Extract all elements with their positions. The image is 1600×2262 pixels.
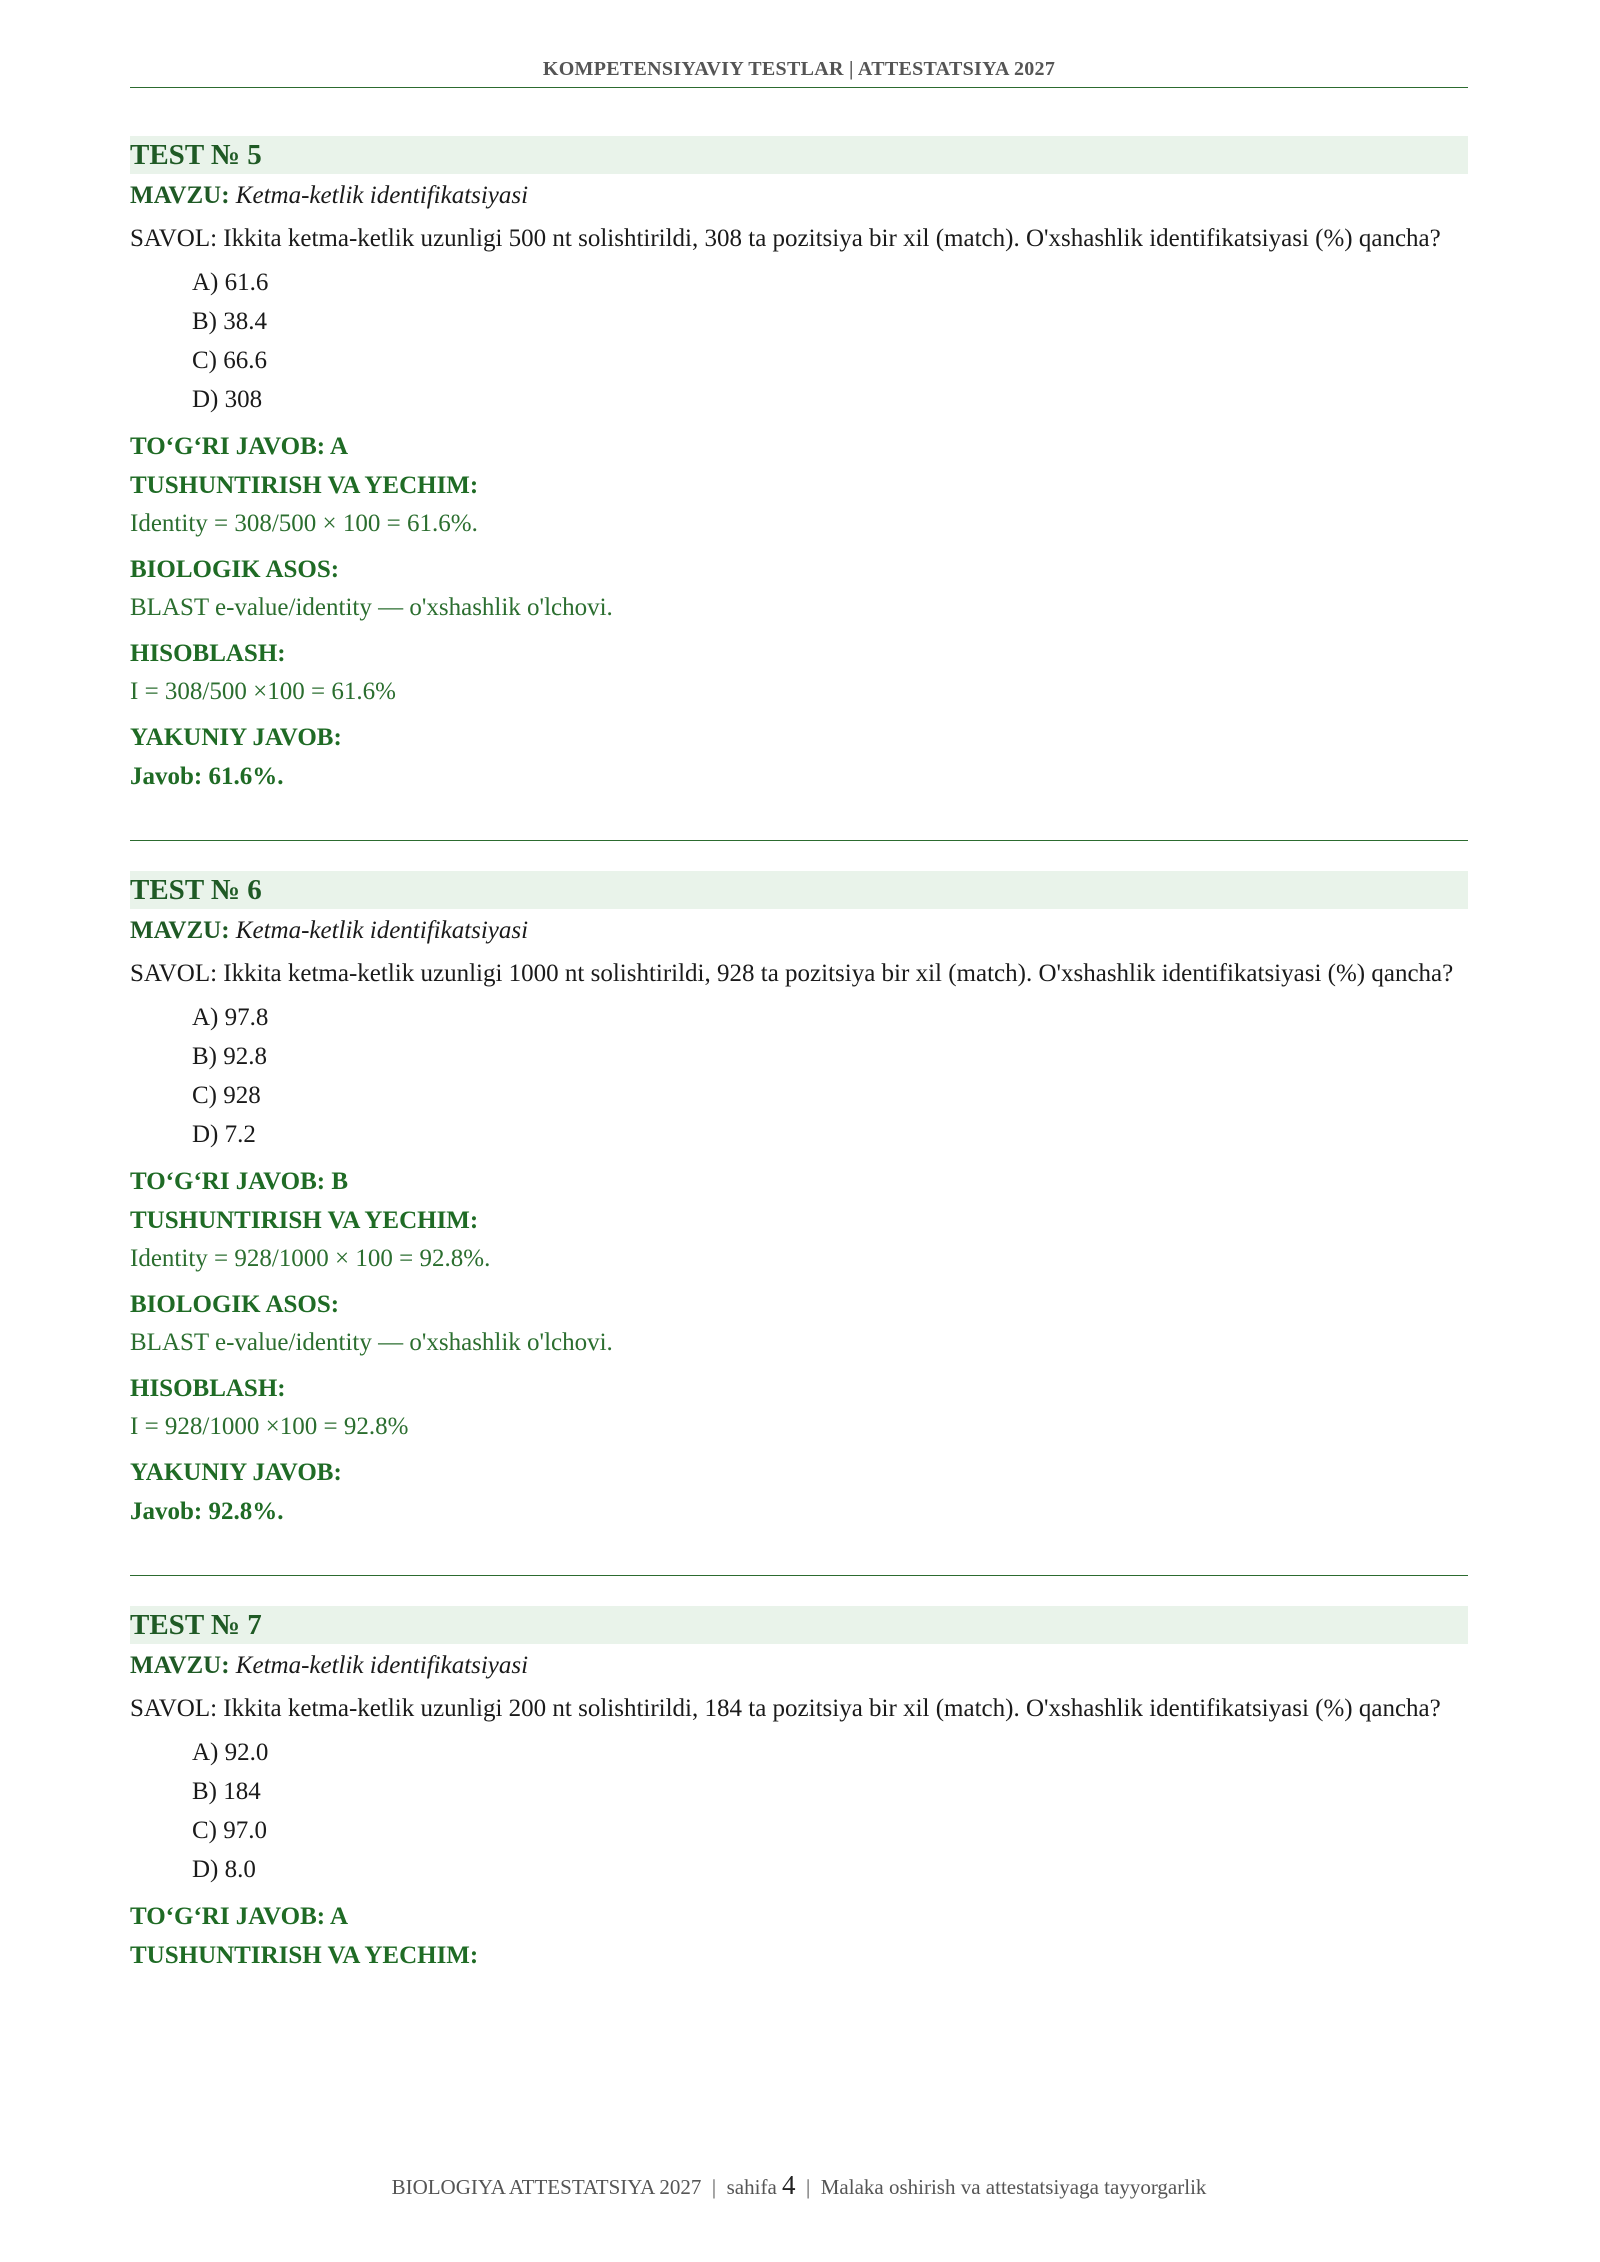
explanation-text: Identity = 308/500 × 100 = 61.6%. <box>130 510 478 537</box>
topic <box>130 182 1468 210</box>
option-d: D) 8.0 <box>192 1856 256 1883</box>
option-b: B) 184 <box>192 1778 261 1805</box>
topic-label: MAVZU: <box>130 917 230 944</box>
question-text: SAVOL: Ikkita ketma-ketlik uzunligi 200 nt solishtirildi, 184 ta pozitsiya bir xil (match). O'xshashlik identifikatsiyasi (%) qancha? <box>130 1695 1441 1722</box>
test-5 <box>130 136 1468 796</box>
option-a: A) 97.8 <box>192 1004 269 1031</box>
explanation-label: TUSHUNTIRISH VA YECHIM: <box>130 1207 479 1234</box>
question-text: SAVOL: Ikkita ketma-ketlik uzunligi 500 nt solishtirildi, 308 ta pozitsiya bir xil (match). O'xshashlik identifikatsiyasi (%) qancha? <box>130 225 1441 252</box>
footer-right: Malaka oshirish va attestatsiyaga tayyorgarlik <box>820 2175 1207 2199</box>
topic <box>130 917 1468 945</box>
footer-left: BIOLOGIYA ATTESTATSIYA 2027 <box>391 2175 702 2199</box>
final-answer: Javob: 61.6%. <box>130 763 284 790</box>
explanation-text: Identity = 928/1000 × 100 = 92.8%. <box>130 1245 491 1272</box>
topic-value: Ketma-ketlik identifikatsiyasi <box>235 182 529 209</box>
correct-answer: TO‘G‘RI JAVOB: A <box>130 1903 349 1930</box>
option-d: D) 7.2 <box>192 1121 256 1148</box>
footer-separator: | <box>711 2175 717 2199</box>
correct-answer: TO‘G‘RI JAVOB: A <box>130 433 349 460</box>
calculation-text: I = 308/500 ×100 = 61.6% <box>130 678 396 705</box>
calculation-label: HISOBLASH: <box>130 1375 286 1402</box>
option-c: C) 928 <box>192 1082 261 1109</box>
option-b: B) 38.4 <box>192 308 267 335</box>
page-header: KOMPETENSIYAVIY TESTLAR | ATTESTATSIYA 2027 <box>130 58 1468 88</box>
test-title: TEST № 7 <box>130 1606 1468 1644</box>
option-a: A) 92.0 <box>192 1739 269 1766</box>
topic-value: Ketma-ketlik identifikatsiyasi <box>235 1652 529 1679</box>
calculation-text: I = 928/1000 ×100 = 92.8% <box>130 1413 409 1440</box>
final-answer: Javob: 92.8%. <box>130 1498 284 1525</box>
page-footer <box>130 2170 1468 2201</box>
final-answer-label: YAKUNIY JAVOB: <box>130 724 342 751</box>
options-list <box>192 1733 1468 1889</box>
biology-text: BLAST e-value/identity — o'xshashlik o'lchovi. <box>130 594 613 621</box>
explanation-label: TUSHUNTIRISH VA YECHIM: <box>130 1942 479 1969</box>
document-content <box>130 136 1468 1975</box>
correct-answer: TO‘G‘RI JAVOB: B <box>130 1168 349 1195</box>
section-divider <box>130 840 1468 841</box>
biology-text: BLAST e-value/identity — o'xshashlik o'lchovi. <box>130 1329 613 1356</box>
footer-page-word: sahifa <box>726 2175 777 2199</box>
option-a: A) 61.6 <box>192 269 269 296</box>
topic-value: Ketma-ketlik identifikatsiyasi <box>235 917 529 944</box>
option-c: C) 97.0 <box>192 1817 267 1844</box>
test-title: TEST № 5 <box>130 136 1468 174</box>
page-number: 4 <box>782 2170 796 2200</box>
option-c: C) 66.6 <box>192 347 267 374</box>
option-b: B) 92.8 <box>192 1043 267 1070</box>
test-7 <box>130 1606 1468 1975</box>
biology-label: BIOLOGIK ASOS: <box>130 1291 340 1318</box>
calculation-label: HISOBLASH: <box>130 640 286 667</box>
topic-label: MAVZU: <box>130 182 230 209</box>
topic-label: MAVZU: <box>130 1652 230 1679</box>
options-list <box>192 998 1468 1154</box>
biology-label: BIOLOGIK ASOS: <box>130 556 340 583</box>
options-list <box>192 263 1468 419</box>
test-title: TEST № 6 <box>130 871 1468 909</box>
topic <box>130 1652 1468 1680</box>
footer-separator: | <box>806 2175 811 2199</box>
section-divider <box>130 1575 1468 1576</box>
option-d: D) 308 <box>192 386 263 413</box>
explanation-label: TUSHUNTIRISH VA YECHIM: <box>130 472 479 499</box>
question-text: SAVOL: Ikkita ketma-ketlik uzunligi 1000 nt solishtirildi, 928 ta pozitsiya bir xil (match). O'xshashlik identifikatsiyasi (%) qancha? <box>130 960 1454 987</box>
final-answer-label: YAKUNIY JAVOB: <box>130 1459 342 1486</box>
test-6 <box>130 871 1468 1531</box>
